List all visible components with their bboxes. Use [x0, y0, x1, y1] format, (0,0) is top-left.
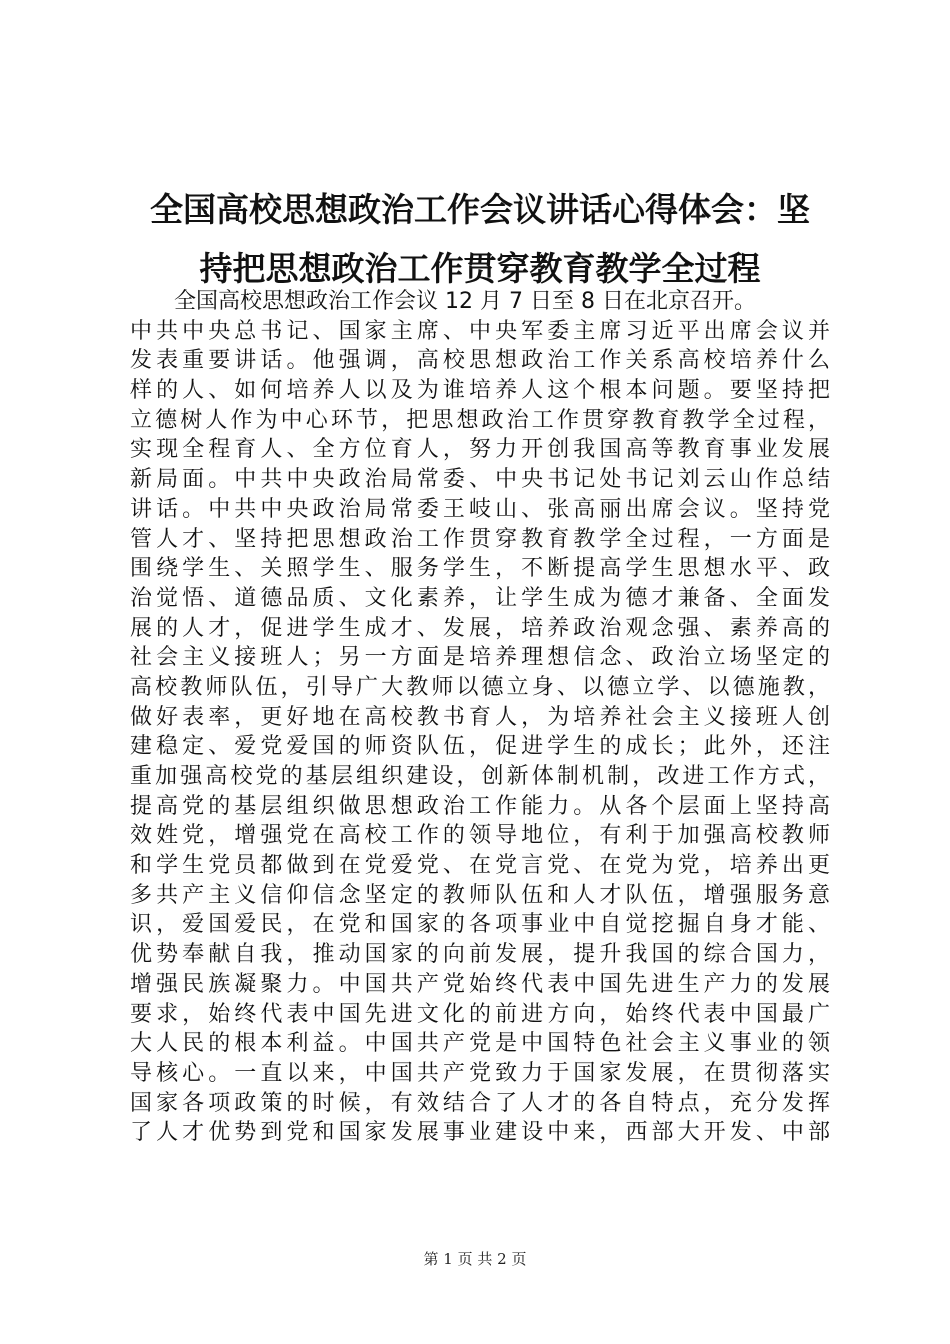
body-line: 立德树人作为中心环节，把思想政治工作贯穿教育教学全过程， [130, 407, 830, 433]
body-line: 围绕学生、关照学生、服务学生，不断提高学生思想水平、政 [130, 556, 830, 582]
document-title [120, 180, 840, 298]
body-line: 管人才、坚持把思想政治工作贯穿教育教学全过程，一方面是 [130, 526, 830, 552]
body-line: 做好表率，更好地在高校教书育人，为培养社会主义接班人创 [130, 704, 830, 730]
page-footer: 第 1 页 共 2 页 [423, 1250, 527, 1268]
body-line: 增强民族凝聚力。中国共产党始终代表中国先进生产力的发展 [130, 971, 830, 997]
body-line: 新局面。中共中央政治局常委、中央书记处书记刘云山作总结 [130, 467, 830, 493]
body-line: 治觉悟、道德品质、文化素养，让学生成为德才兼备、全面发 [130, 585, 830, 611]
body-line: 提高党的基层组织做思想政治工作能力。从各个层面上坚持高 [130, 793, 830, 819]
body-line: 多共产主义信仰信念坚定的教师队伍和人才队伍，增强服务意 [130, 882, 830, 908]
body-line: 讲话。中共中央政治局常委王岐山、张高丽出席会议。坚持党 [130, 496, 830, 522]
body-line: 大人民的根本利益。中国共产党是中国特色社会主义事业的领 [130, 1031, 830, 1057]
body-line: 发表重要讲话。他强调，高校思想政治工作关系高校培养什么 [130, 348, 830, 374]
body-line: 要求，始终代表中国先进文化的前进方向，始终代表中国最广 [130, 1001, 830, 1027]
body-line: 社会主义接班人；另一方面是培养理想信念、政治立场坚定的 [130, 645, 830, 671]
body-line: 全国高校思想政治工作会议 12 月 7 日至 8 日在北京召开。 [174, 289, 756, 314]
body-line: 高校教师队伍，引导广大教师以德立身、以德立学、以德施教， [130, 674, 830, 700]
body-line: 识，爱国爱民，在党和国家的各项事业中自觉挖掘自身才能、 [130, 912, 830, 938]
title-line: 全国高校思想政治工作会议讲话心得体会：坚 [150, 190, 810, 229]
body-line: 和学生党员都做到在党爱党、在党言党、在党为党，培养出更 [130, 853, 830, 879]
title-line: 持把思想政治工作贯穿教育教学全过程 [199, 249, 761, 288]
body-line: 实现全程育人、全方位育人，努力开创我国高等教育事业发展 [130, 437, 830, 463]
body-line: 了人才优势到党和国家发展事业建设中来，西部大开发、中部 [130, 1120, 830, 1146]
body-line: 优势奉献自我，推动国家的向前发展，提升我国的综合国力， [130, 942, 830, 968]
body-line: 中共中央总书记、国家主席、中央军委主席习近平出席会议并 [130, 318, 830, 344]
body-line: 建稳定、爱党爱国的师资队伍，促进学生的成长；此外，还注 [130, 734, 830, 760]
body-line: 导核心。一直以来，中国共产党致力于国家发展，在贯彻落实 [130, 1060, 830, 1086]
body-line: 展的人才，促进学生成才、发展，培养政治观念强、素养高的 [130, 615, 830, 641]
body-line: 国家各项政策的时候，有效结合了人才的各自特点，充分发挥 [130, 1090, 830, 1116]
body-line: 样的人、如何培养人以及为谁培养人这个根本问题。要坚持把 [130, 378, 830, 404]
body-line: 重加强高校党的基层组织建设，创新体制机制，改进工作方式， [130, 764, 830, 789]
body-paragraph [130, 287, 830, 1148]
body-line: 效姓党，增强党在高校工作的领导地位，有利于加强高校教师 [130, 823, 830, 849]
